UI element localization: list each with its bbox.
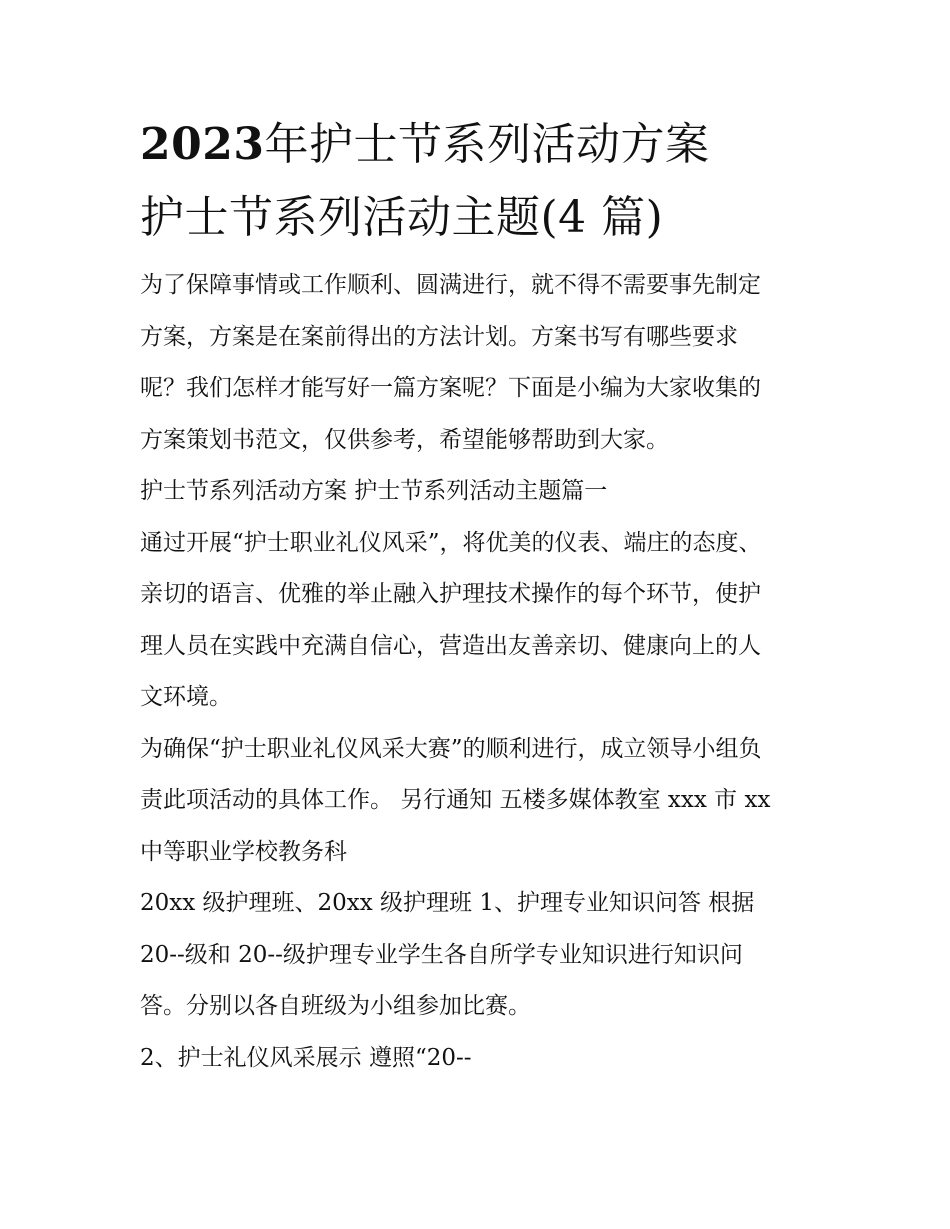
body-line: 中等职业学校教务科 (140, 838, 347, 865)
body-line: 2、护士礼仪风采展示 遵照“20-- (140, 1044, 472, 1071)
body-line: 亲切的语言、优雅的举止融入护理技术操作的每个环节，使护 (140, 581, 761, 607)
body-line: 呢？我们怎样才能写好一篇方案呢？下面是小编为大家收集的 (140, 375, 761, 401)
section-heading: 护士节系列活动方案 护士节系列活动主题篇一 (140, 478, 608, 504)
title-line-2: 护士节系列活动主题(4 篇) (140, 192, 664, 243)
body-line: 为了保障事情或工作顺利、圆满进行，就不得不需要事先制定 (140, 272, 761, 298)
title-year: 2023 (140, 119, 265, 170)
body-line: 理人员在实践中充满自信心，营造出友善亲切、健康向上的人 (140, 632, 761, 659)
document-title (140, 118, 830, 254)
body-line: 责此项活动的具体工作。 另行通知 五楼多媒体教室 xxx 市 xx (140, 787, 771, 813)
body-line: 20xx 级护理班、20xx 级护理班 1、护理专业知识问答 根据 (140, 890, 755, 916)
body-line: 答。分别以各自班级为小组参加比赛。 (140, 993, 531, 1019)
document-page (140, 118, 830, 1084)
body-line: 方案，方案是在案前得出的方法计划。方案书写有哪些要求 (140, 323, 738, 350)
body-line: 方案策划书范文，仅供参考，希望能够帮助到大家。 (140, 426, 669, 453)
body-line: 文环境。 (140, 684, 232, 710)
body-line: 通过开展“护士职业礼仪风采”，将优美的仪表、端庄的态度、 (140, 529, 762, 556)
body-line: 20--级和 20--级护理专业学生各自所学专业知识进行知识问 (140, 941, 743, 968)
document-body (140, 260, 830, 1084)
body-line: 为确保“护士职业礼仪风采大赛”的顺利进行，成立领导小组负 (140, 735, 762, 762)
title-line-1-text: 年护士节系列活动方案 (264, 119, 710, 170)
title-line-1 (140, 118, 830, 180)
